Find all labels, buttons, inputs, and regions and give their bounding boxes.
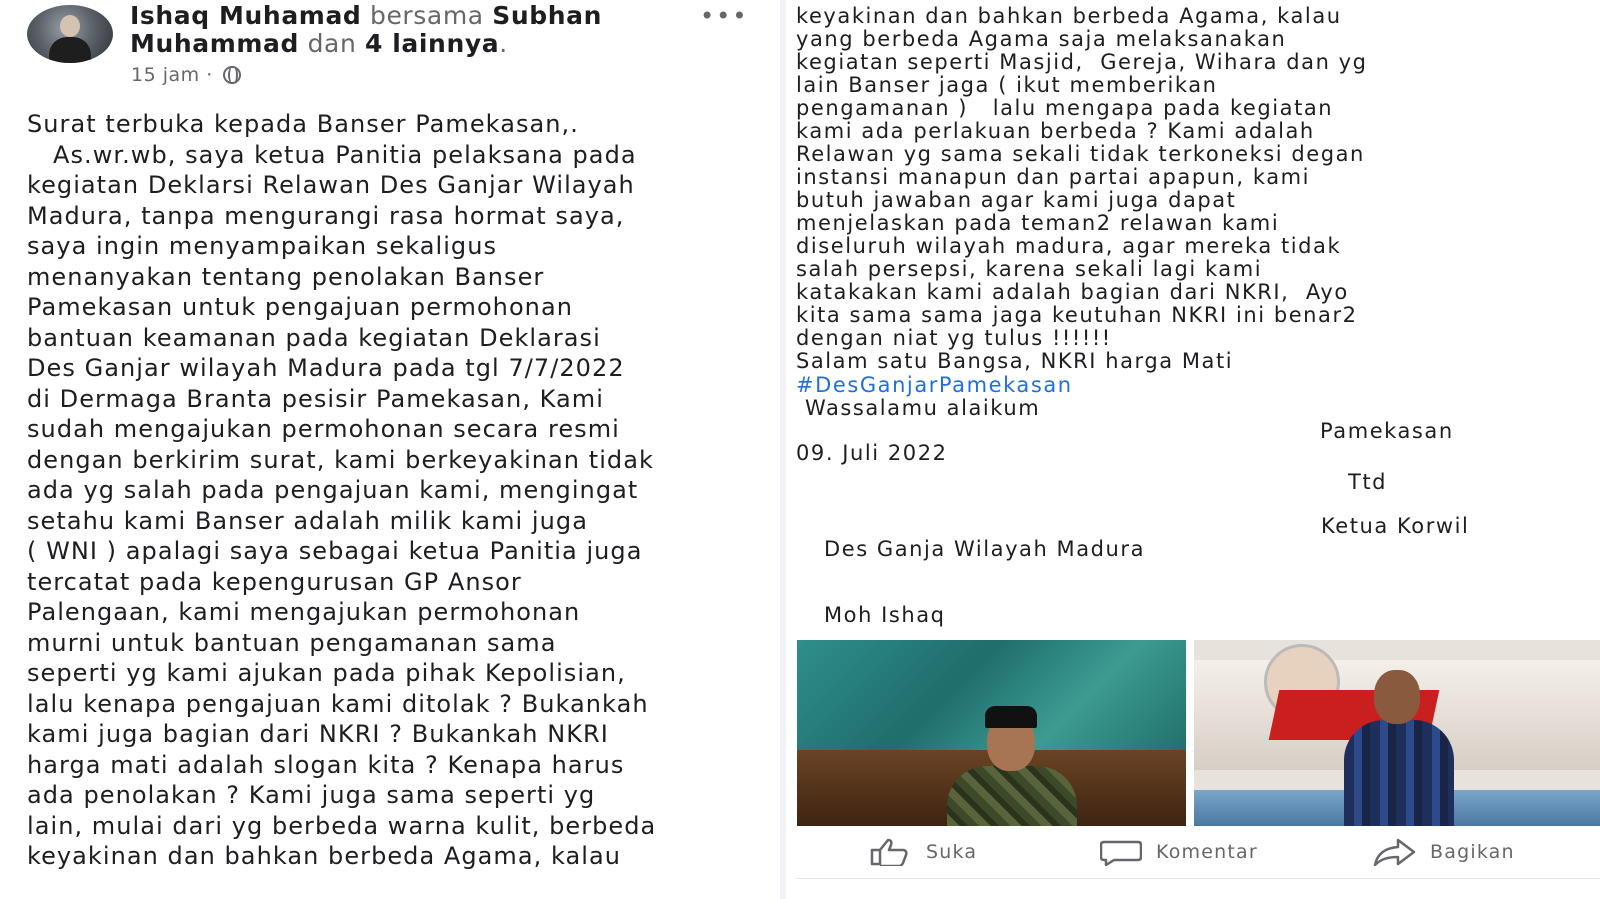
body-left-line: kami juga bagian dari NKRI ? Bukankah NKRI bbox=[27, 720, 609, 748]
body-left-line: dengan berkirim surat, kami berkeyakinan tidak bbox=[27, 445, 654, 474]
body-right-line: salah persepsi, karena sekali lagi kami bbox=[796, 257, 1263, 281]
share-label: Bagikan bbox=[1430, 841, 1515, 863]
body-right-line: Salam satu Bangsa, NKRI harga Mati bbox=[796, 349, 1234, 373]
share-button[interactable] bbox=[1372, 832, 1515, 872]
post-photo-1[interactable] bbox=[797, 640, 1186, 826]
body-left-line: bantuan keamanan pada kegiatan Deklarasi bbox=[27, 323, 601, 352]
body-left-line: keyakinan dan bahkan berbeda Agama, kalau bbox=[27, 842, 621, 870]
body-right-line: kami ada perlakuan berbeda ? Kami adalah bbox=[796, 119, 1315, 143]
post-body-right bbox=[796, 5, 1600, 373]
body-left-line: kegiatan Deklarsi Relawan Des Ganjar Wilayah bbox=[27, 171, 635, 199]
body-left-line: saya ingin menyampaikan sekaligus bbox=[27, 232, 498, 260]
body-right-line: instansi manapun dan partai apapun, kami bbox=[796, 165, 1311, 189]
body-right-line: yang berbeda Agama saja melaksanakan bbox=[796, 27, 1287, 51]
post-time[interactable]: 15 jam bbox=[131, 64, 200, 86]
body-left-line: di Dermaga Branta pesisir Pamekasan, Kami bbox=[27, 384, 604, 413]
body-left-line: Des Ganjar wilayah Madura pada tgl 7/7/2022 bbox=[27, 354, 625, 382]
body-right-line: dengan niat yg tulus !!!!!! bbox=[796, 326, 1112, 350]
closing-place: Pamekasan bbox=[1320, 419, 1454, 443]
body-left-line: tercatat pada kepengurusan GP Ansor bbox=[27, 567, 522, 596]
body-left-line: seperti yg kami ajukan pada pihak Kepolisian, bbox=[27, 659, 626, 687]
body-left-line: harga mati adalah slogan kita ? Kenapa harus bbox=[27, 750, 625, 779]
body-left-line: setahu kami Banser adalah milik kami juga bbox=[27, 506, 588, 535]
like-button[interactable] bbox=[868, 832, 977, 872]
post-actions bbox=[786, 832, 1600, 872]
thumbs-up-icon bbox=[868, 838, 912, 866]
closing-date: 09. Juli 2022 bbox=[796, 441, 948, 465]
body-left-line: lalu kenapa pengajuan kami ditolak ? Bukankah bbox=[27, 689, 649, 718]
post-body-left bbox=[27, 109, 777, 872]
post-left-panel bbox=[0, 0, 780, 899]
others-link[interactable]: 4 lainnya bbox=[364, 29, 500, 58]
meta-dot: · bbox=[206, 64, 213, 86]
post-photo-2[interactable] bbox=[1194, 640, 1600, 826]
body-right-line: menjelaskan pada teman2 relawan kami bbox=[796, 211, 1280, 235]
period: . bbox=[499, 29, 508, 58]
closing-role: Ketua Korwil bbox=[1321, 514, 1470, 538]
body-left-line: Madura, tanpa mengurangi rasa hormat saya, bbox=[27, 201, 625, 230]
body-right-line: katakakan kami adalah bagian dari NKRI, Ayo bbox=[796, 280, 1349, 304]
tagged-name[interactable]: Subhan Muhammad bbox=[130, 1, 603, 58]
comment-icon bbox=[1100, 838, 1142, 866]
body-left-line: Palengaan, kami mengajukan permohonan bbox=[27, 598, 581, 626]
bottom-border bbox=[796, 878, 1600, 879]
body-right-line: butuh jawaban agar kami juga dapat bbox=[796, 188, 1237, 212]
body-left-line: Pamekasan untuk pengajuan permohonan bbox=[27, 293, 573, 321]
body-left-line: lain, mulai dari yg berbeda warna kulit, berbeda bbox=[27, 811, 657, 840]
globe-icon[interactable] bbox=[223, 66, 241, 84]
comment-button[interactable] bbox=[1100, 832, 1258, 872]
post-meta bbox=[131, 64, 241, 86]
body-left-line: As.wr.wb, saya ketua Panitia pelaksana pada bbox=[27, 140, 637, 169]
body-right-line: diseluruh wilayah madura, agar mereka tidak bbox=[796, 234, 1342, 258]
body-left-line: ada penolakan ? Kami juga sama seperti yg bbox=[27, 781, 596, 809]
closing-name: Moh Ishaq bbox=[824, 603, 946, 627]
body-right-line: pengamanan ) lalu mengapa pada kegiatan bbox=[796, 96, 1334, 120]
closing-org: Des Ganja Wilayah Madura bbox=[824, 537, 1145, 561]
hashtag-link[interactable]: #DesGanjarPamekasan bbox=[796, 373, 1073, 397]
like-label: Suka bbox=[926, 841, 978, 863]
body-left-line: sudah mengajukan permohonan secara resmi bbox=[27, 415, 620, 443]
body-right-line: Relawan yg sama sekali tidak terkoneksi degan bbox=[796, 142, 1365, 166]
body-right-line: lain Banser jaga ( ikut memberikan bbox=[796, 73, 1218, 97]
post-right-panel bbox=[786, 0, 1600, 899]
body-left-line: menanyakan tentang penolakan Banser bbox=[27, 262, 545, 291]
author-avatar[interactable] bbox=[27, 5, 113, 63]
body-right-line: kita sama sama jaga keutuhan NKRI ini benar2 bbox=[796, 303, 1358, 327]
post-author-line bbox=[130, 2, 770, 58]
author-name[interactable]: Ishaq Muhamad bbox=[130, 1, 362, 30]
share-icon bbox=[1372, 838, 1416, 866]
body-right-line: keyakinan dan bahkan berbeda Agama, kalau bbox=[796, 4, 1342, 28]
with-word: bersama bbox=[369, 1, 484, 30]
closing-salam: Wassalamu alaikum bbox=[805, 396, 1041, 420]
and-word: dan bbox=[307, 29, 357, 58]
more-horizontal-icon[interactable]: ••• bbox=[700, 2, 749, 30]
body-right-line: kegiatan seperti Masjid, Gereja, Wihara dan yg bbox=[796, 50, 1368, 74]
comment-label: Komentar bbox=[1156, 841, 1258, 863]
closing-ttd: Ttd bbox=[1348, 470, 1388, 494]
body-left-line: Surat terbuka kepada Banser Pamekasan,. bbox=[27, 110, 579, 138]
body-left-line: ( WNI ) apalagi saya sebagai ketua Panitia juga bbox=[27, 537, 643, 565]
body-left-line: murni untuk bantuan pengamanan sama bbox=[27, 628, 557, 657]
body-left-line: ada yg salah pada pengajuan kami, mengingat bbox=[27, 476, 639, 504]
